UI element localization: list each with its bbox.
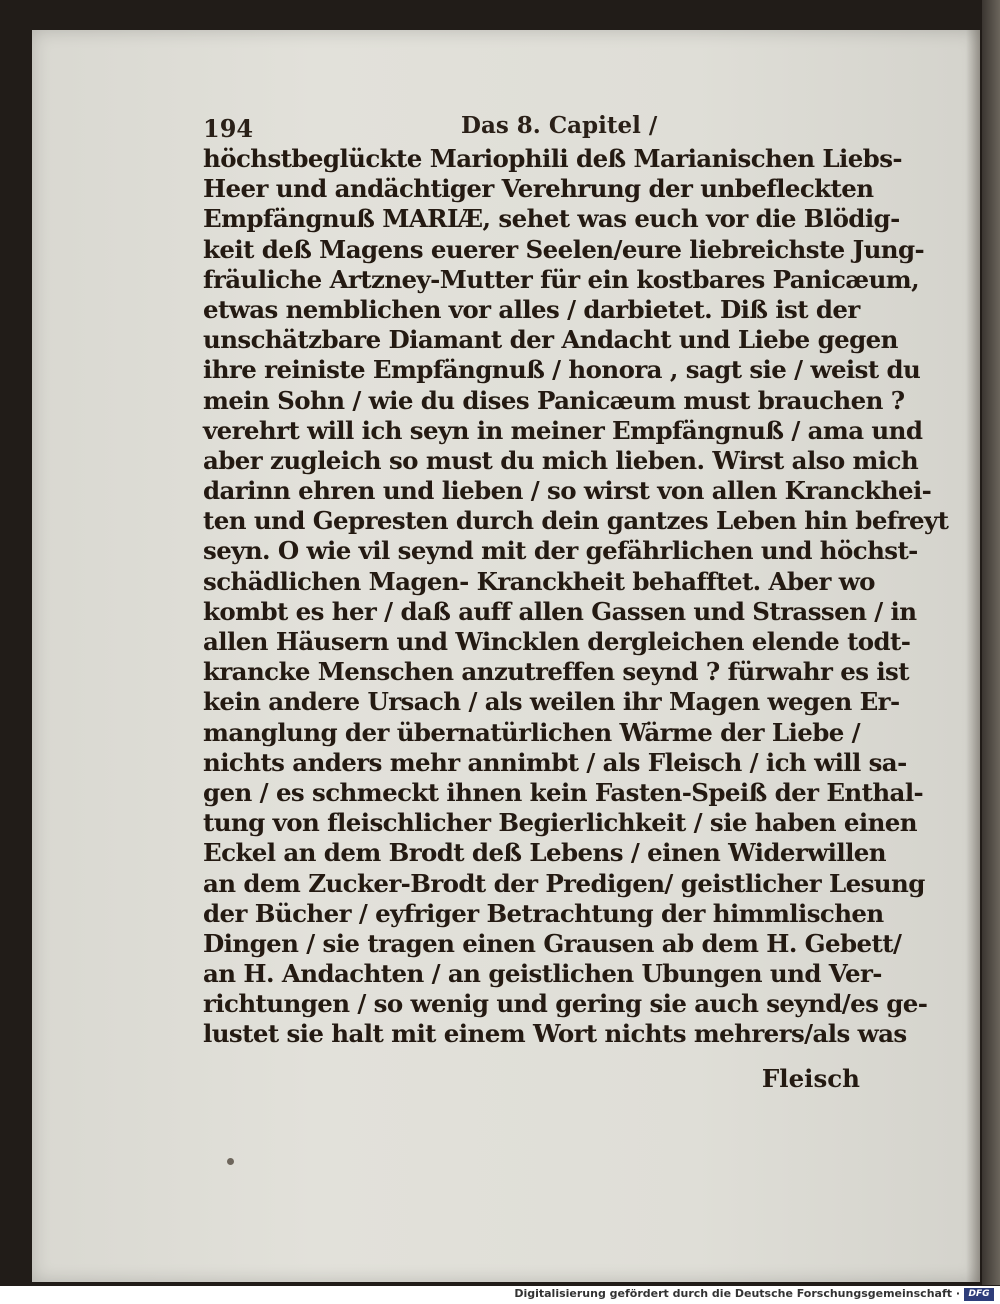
text-line: darinn ehren und lieben / so wirst von allen Kranckhei- xyxy=(203,476,932,506)
text-line: etwas nemblichen vor alles / darbietet. Diß ist der xyxy=(203,294,860,324)
text-line: der Bücher / eyfriger Betrachtung der himmlischen xyxy=(203,898,884,928)
text-line: höchstbeglückte Mariophili deß Marianischen Liebs- xyxy=(203,144,902,173)
text-line: seyn. O wie vil seynd mit der gefährlichen und höchst- xyxy=(203,536,918,566)
text-line: aber zugleich so must du mich lieben. Wirst also mich xyxy=(203,445,919,475)
page-header xyxy=(203,112,858,144)
text-line: Heer und andächtiger Verehrung der unbefleckten xyxy=(203,174,874,204)
text-line: nichts anders mehr annimbt / als Fleisch / ich will sa- xyxy=(203,747,907,777)
text-line: fräuliche Artzney-Mutter für ein kostbares Panicæum, xyxy=(203,264,920,294)
funding-credit: Digitalisierung gefördert durch die Deutsche Forschungsgemeinschaft · xyxy=(514,1287,960,1300)
text-line: ihre reiniste Empfängnuß / honora , sagt sie / weist du xyxy=(203,355,921,385)
text-line: manglung der übernatürlichen Wärme der Liebe / xyxy=(203,717,861,747)
page-shadow xyxy=(966,30,980,1282)
text-line: unschätzbare Diamant der Andacht und Liebe gegen xyxy=(203,325,898,355)
page-number: 194 xyxy=(203,114,254,143)
text-line: gen / es schmeckt ihnen kein Fasten-Speiß der Enthal- xyxy=(203,777,924,807)
catchword: Fleisch xyxy=(761,1064,860,1093)
text-line: Eckel an dem Brodt deß Lebens / einen Widerwillen xyxy=(203,838,886,868)
text-line: tung von fleischlicher Begierlichkeit / sie haben einen xyxy=(203,808,917,838)
dfg-logo-icon: DFG xyxy=(964,1288,994,1301)
body-text xyxy=(203,144,949,1050)
text-line: verehrt will ich seyn in meiner Empfängnuß / ama und xyxy=(203,415,923,445)
running-head: Das 8. Capitel / xyxy=(461,112,658,139)
text-line: Dingen / sie tragen einen Grausen ab dem H. Gebett/ xyxy=(203,928,902,958)
text-line: kein andere Ursach / als weilen ihr Magen wegen Er- xyxy=(203,687,900,717)
text-line: keit deß Magens euerer Seelen/eure liebreichste Jung- xyxy=(203,234,925,264)
binding-edge xyxy=(982,0,1000,1285)
text-line: schädlichen Magen- Kranckheit behafftet. Aber wo xyxy=(203,566,875,596)
text-line: allen Häusern und Wincklen dergleichen elende todt- xyxy=(203,627,911,656)
text-line: mein Sohn / wie du dises Panicæum must brauchen ? xyxy=(203,385,905,415)
text-line: richtungen / so wenig und gering sie auch seynd/es ge- xyxy=(203,989,928,1019)
text-line: krancke Menschen anzutreffen seynd ? fürwahr es ist xyxy=(203,657,909,687)
text-line: an H. Andachten / an geistlichen Ubungen und Ver- xyxy=(203,959,882,989)
text-line: kombt es her / daß auff allen Gassen und Strassen / in xyxy=(203,596,917,626)
text-line: lustet sie halt mit einem Wort nichts mehrers/als was xyxy=(203,1019,907,1049)
text-line: ten und Gepresten durch dein gantzes Leben hin befreyt xyxy=(203,506,949,536)
paper-spot xyxy=(227,1158,234,1165)
text-line: Empfängnuß MARIÆ, sehet was euch vor die Blödig- xyxy=(203,204,900,234)
text-line: an dem Zucker-Brodt der Predigen/ geistlicher Lesung xyxy=(203,868,925,898)
footer-bar xyxy=(0,1286,1000,1304)
